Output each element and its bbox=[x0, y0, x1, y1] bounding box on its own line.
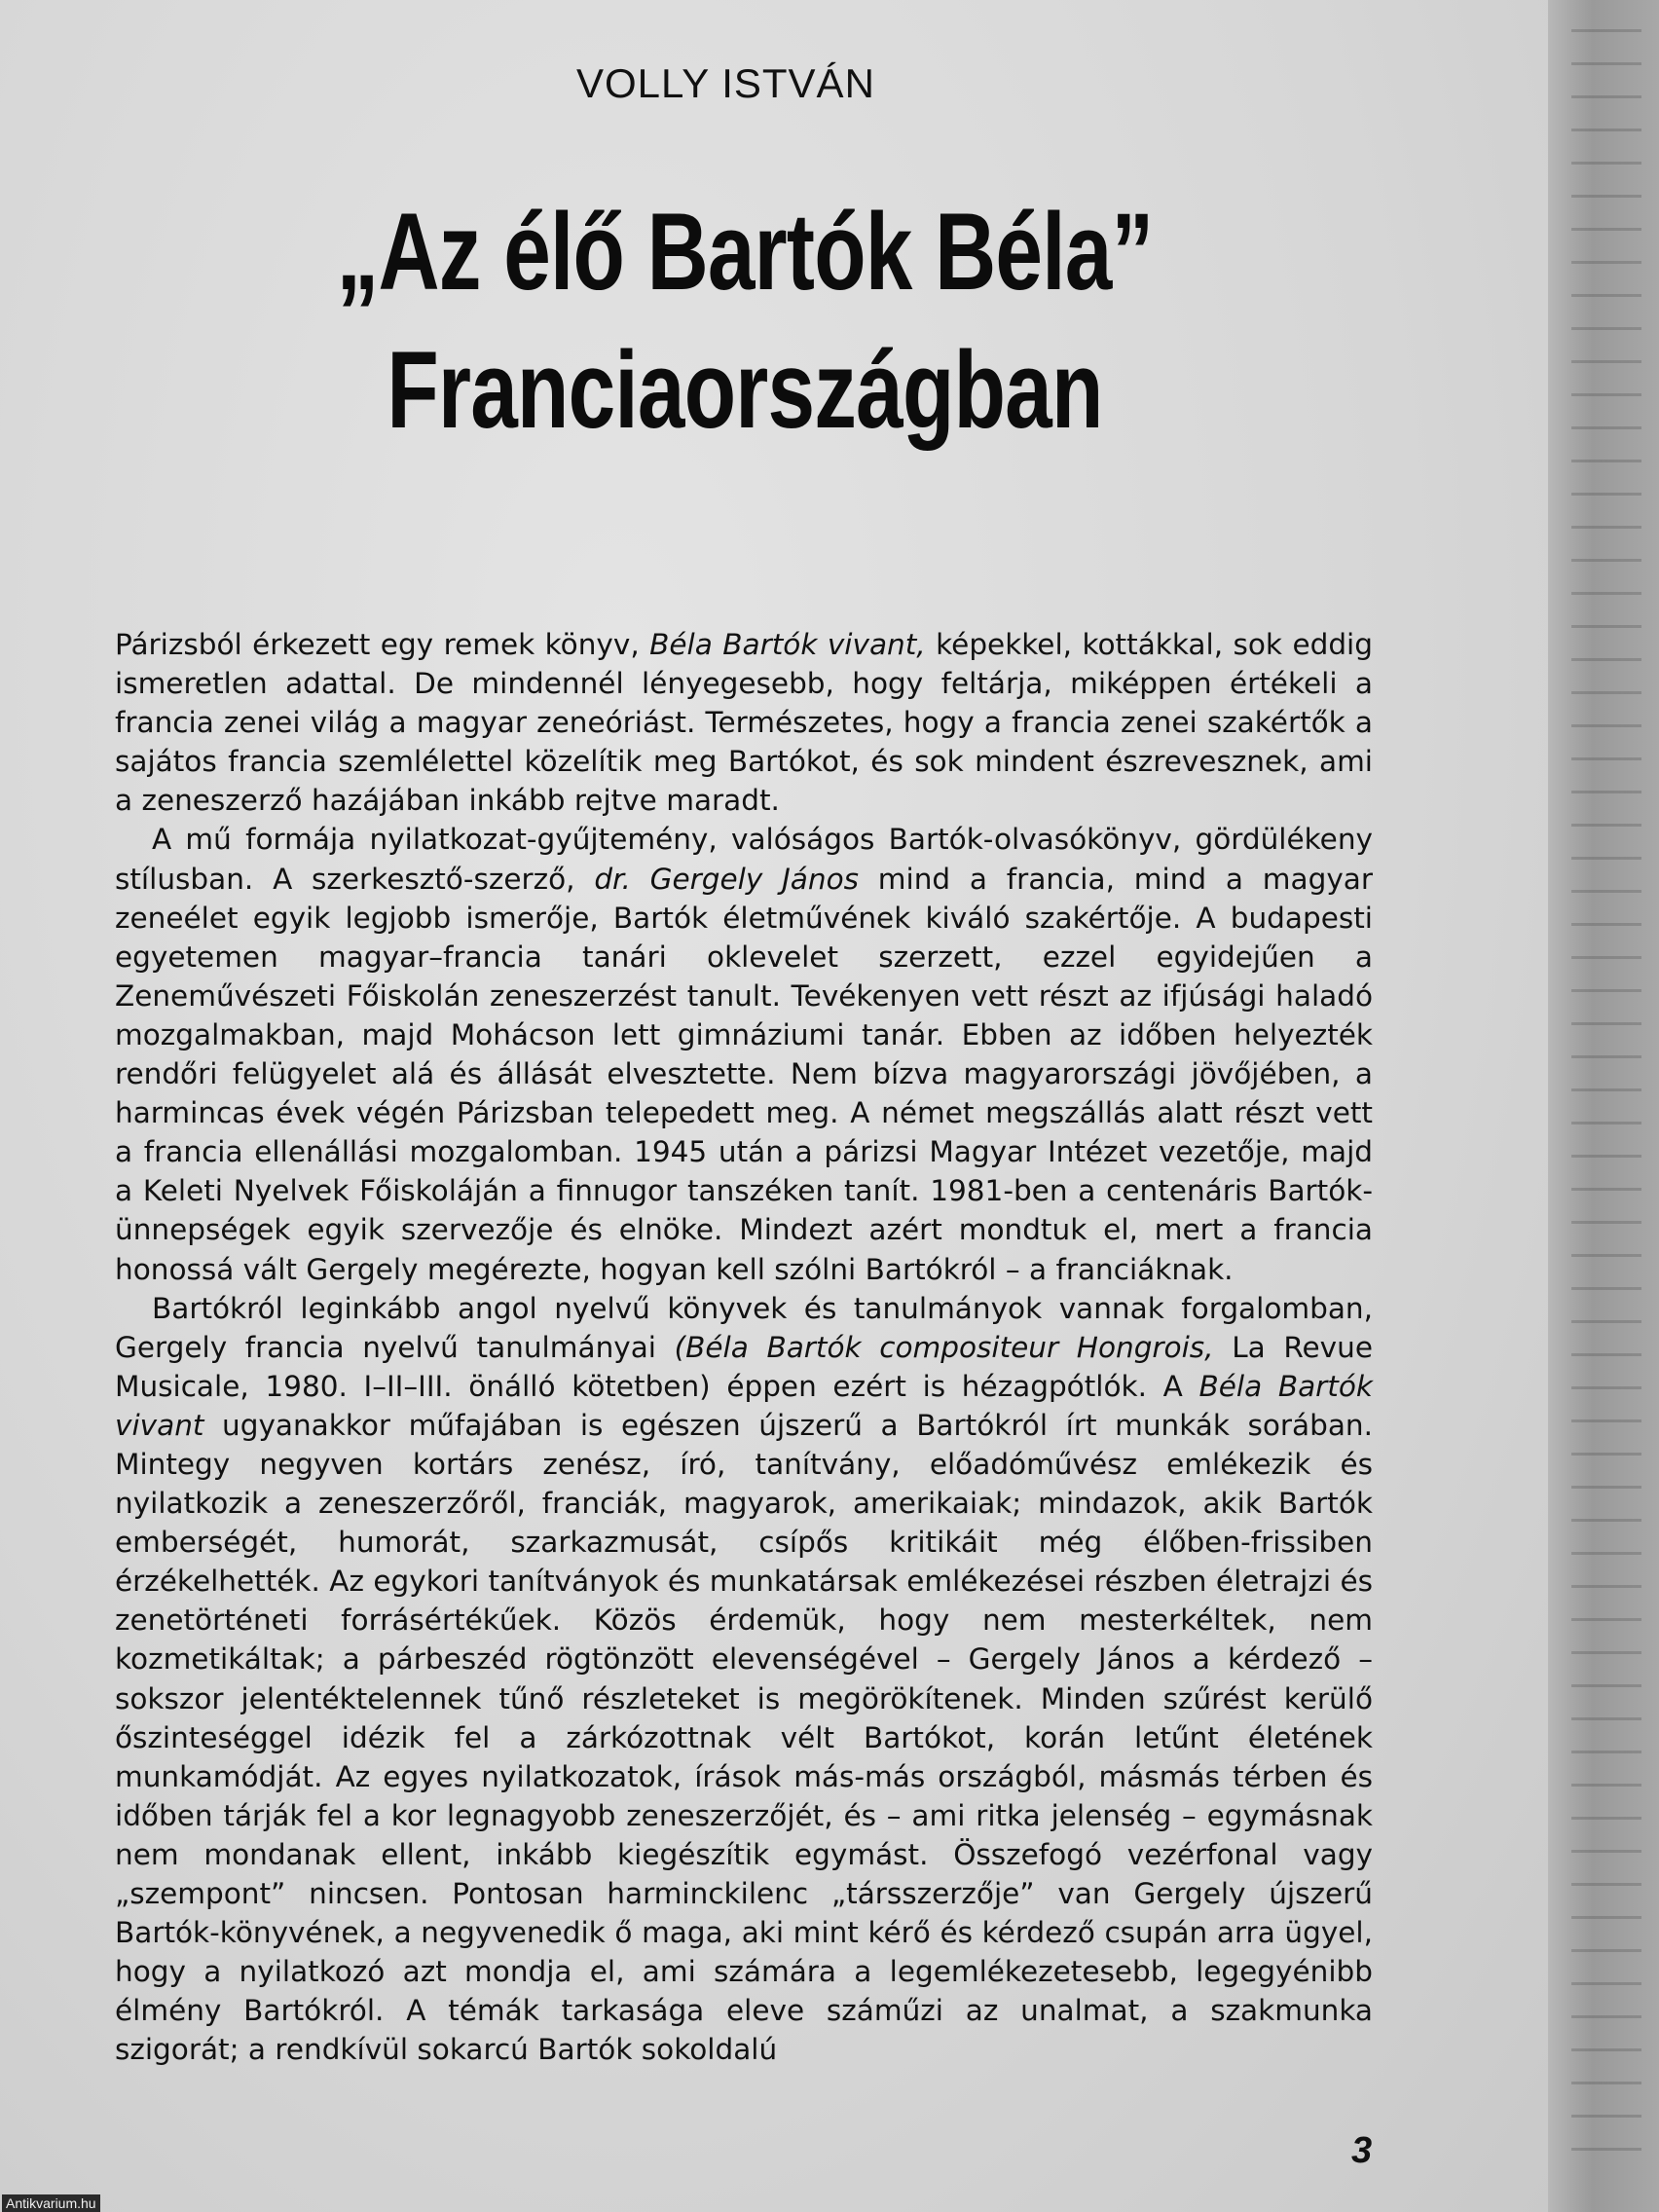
book-binding-edge bbox=[1548, 0, 1659, 2212]
text-run: Bartókról leginkább angol nyelvű könyvek és tanulmányok vannak forgalomban, Gergely francia nyelvű tanulmányai bbox=[115, 1291, 1373, 1364]
page-number: 3 bbox=[1351, 2130, 1373, 2171]
author-name: VOLLY ISTVÁN bbox=[576, 60, 875, 106]
title-line-2: Franciaországban bbox=[387, 329, 1103, 451]
text-run: Párizsból érkezett egy remek könyv, bbox=[115, 628, 650, 661]
italic-run: Béla Bartók vivant bbox=[115, 1369, 1373, 1442]
text-run: képekkel, kottákkal, sok eddig ismeretlen adattal. De mindennél lényegesebb, hogy feltárja, miképpen értékeli a francia zenei világ a magyar zeneóriást. Természetes, hogy a francia zenei szakértők a sajátos francia szemlélettel közelítik meg Bartókot, és sok mindent észrevesznek, ami a zeneszerző hazájában inkább rejtve maradt. bbox=[115, 628, 1373, 818]
text-run: ugyanakkor műfajában is egészen újszerű a Bartókról írt munkák sorában. Mintegy negyven kortárs zenész, író, tanítvány, előadóművész emlékezik és nyilatkozik a zeneszerzőről, franciák, magyarok, amerikaiak; mindazok, akik Bartók emberségét, humorát, szarkazmusát, csípős kritikáit még élőben-frissiben érzékelhették. Az egykori tanítványok és munkatársak emlékezései részben életrajzi és zenetörténeti forrásértékűek. Közös érdemük, hogy nem mesterkéltek, nem kozmetikáltak; a párbeszéd rögtönzött elevenségével – Gergely János a kérdező – sokszor jelentéktelennek tűnő részleteket is megörökítenek. Minden szűrést kerülő őszinteséggel idézik fel a zárkózottnak vélt Bartókot, korán letűnt életének munkamódját. Az egyes nyilatkozatok, írások más-más országból, másmás térben és időben tárják fel a kor legnagyobb zeneszerzőjét, és – ami ritka jelenség – egymásnak nem mondanak ellent, inkább kiegészítik egymást. Összefogó vezérfonal vagy „szempont” nincsen. Pontosan harminckilenc „társszerzője” van Gergely újszerű Bartók-könyvének, a negyvenedik ő maga, aki mint kérő és kérdező csupán arra ügyel, hogy a nyilatkozó azt mondja el, ami számára a legemlékezetesebb, legegyénibb élmény Bartókról. A témák tarkasága eleve száműzi az unalmat, a szakmunka szigorát; a rendkívül sokarcú Bartók sokoldalú bbox=[115, 1408, 1373, 2067]
paragraph-1 bbox=[115, 625, 1373, 820]
paragraph-3 bbox=[115, 1289, 1373, 2070]
watermark: Antikvarium.hu bbox=[2, 2194, 100, 2212]
text-run: mind a francia, mind a magyar zeneélet egyik legjobb ismerője, Bartók életművének kiváló szakértője. A budapesti egyetemen magyar–francia tanári oklevelet szerzett, ezzel egyidejűen a Zeneművészeti Főiskolán zeneszerzést tanult. Tevékenyen vett részt az ifjúsági haladó mozgalmakban, majd Mohácson lett gimnáziumi tanár. Ebben az időben helyezték rendőri felügyelet alá és állását elvesztette. Nem bízva magyarországi jövőjében, a harmincas évek végén Párizsban telepedett meg. A német megszállás alatt részt vett a francia ellenállási mozgalomban. 1945 után a párizsi Magyar Intézet vezetője, majd a Keleti Nyelvek Főiskoláján a finnugor tanszéken tanít. 1981-ben a centenáris Bartók-ünnepségek egyik szervezője és elnöke. Mindezt azért mondtuk el, mert a francia honossá vált Gergely megérezte, hogyan kell szólni Bartókról – a franciáknak. bbox=[115, 862, 1373, 1286]
text-run: La Revue Musicale, 1980. I–II–III. önálló kötetben) éppen ezért is hézagpótlók. A bbox=[115, 1330, 1373, 1403]
paragraph-2 bbox=[115, 820, 1373, 1288]
title-line-1: „Az élő Bartók Béla” bbox=[336, 191, 1154, 313]
article-title bbox=[323, 183, 1166, 460]
italic-run: Béla Bartók vivant, bbox=[649, 628, 926, 661]
italic-run: dr. Gergely János bbox=[594, 862, 859, 896]
binding-texture bbox=[1571, 29, 1641, 2181]
italic-run: (Béla Bartók compositeur Hongrois, bbox=[674, 1330, 1214, 1364]
text-run: A mű formája nyilatkozat-gyűjtemény, valóságos Bartók-olvasókönyv, gördülékeny stílusban. A szerkesztő-szerző, bbox=[115, 823, 1373, 896]
article-body bbox=[115, 625, 1373, 2069]
